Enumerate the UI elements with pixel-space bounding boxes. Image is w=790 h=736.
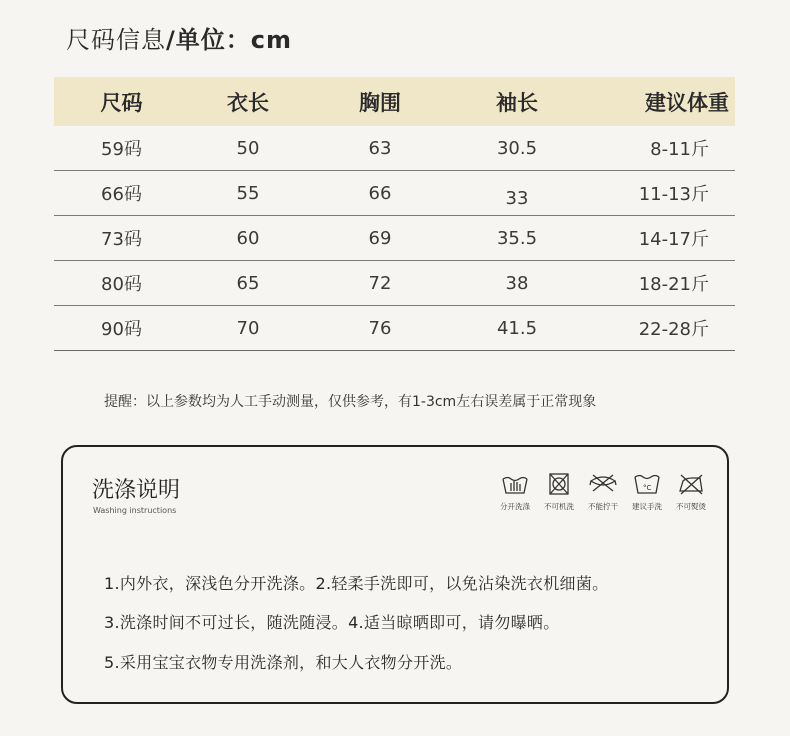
table-row <box>54 216 735 261</box>
cell-size: 66码 <box>101 184 142 205</box>
no-wring-icon <box>588 471 618 497</box>
table-row <box>54 306 735 351</box>
care-icons <box>493 471 713 512</box>
no-machine-wash-icon <box>544 471 574 497</box>
header-length: 衣长 <box>227 90 269 115</box>
care-item <box>537 471 581 512</box>
table-row <box>54 171 735 216</box>
cell-size: 80码 <box>101 274 142 295</box>
page-title <box>66 20 292 55</box>
cell-chest: 76 <box>368 317 392 339</box>
care-item <box>669 471 713 512</box>
hand-wash-separate-icon <box>500 471 530 497</box>
cell-sleeve: 35.5 <box>496 227 538 249</box>
washing-instructions-box <box>61 445 729 704</box>
header-chest: 胸围 <box>359 90 401 115</box>
cell-sleeve: 33 <box>505 187 529 209</box>
cell-weight: 22-28斤 <box>638 319 709 340</box>
instruction-line: 5.采用宝宝衣物专用洗涤剂，和大人衣物分开洗。 <box>104 653 463 672</box>
care-label: 建议手洗 <box>632 502 662 511</box>
cell-size: 73码 <box>101 229 142 250</box>
care-label: 不可机洗 <box>544 502 574 511</box>
cell-chest: 63 <box>368 137 392 159</box>
header-weight: 建议体重 <box>645 90 729 115</box>
cell-length: 70 <box>236 317 260 339</box>
cell-sleeve: 30.5 <box>496 137 538 159</box>
cell-size: 59码 <box>101 139 142 160</box>
cell-size: 90码 <box>101 319 142 340</box>
cell-chest: 66 <box>368 182 392 204</box>
care-label: 不能拧干 <box>588 502 618 511</box>
cell-chest: 72 <box>368 272 392 294</box>
table-row <box>54 261 735 306</box>
care-item <box>625 471 669 512</box>
svg-text:°C: °C <box>643 484 652 492</box>
care-item <box>581 471 625 512</box>
cell-chest: 69 <box>368 227 392 249</box>
cell-weight: 14-17斤 <box>638 229 709 250</box>
cell-length: 50 <box>236 137 260 159</box>
cell-weight: 11-13斤 <box>638 184 709 205</box>
wash-subtitle: Washing instructions <box>93 506 177 515</box>
measurement-note: 提醒：以上参数均为人工手动测量，仅供参考，有1-3cm左右误差属于正常现象 <box>104 394 597 410</box>
table-header <box>54 77 735 126</box>
cell-sleeve: 38 <box>505 272 529 294</box>
cell-weight: 8-11斤 <box>650 139 709 160</box>
cell-length: 60 <box>236 227 260 249</box>
instruction-line: 3.洗涤时间不可过长，随洗随浸。4.适当晾晒即可，请勿曝晒。 <box>104 613 560 632</box>
cell-sleeve: 41.5 <box>496 317 538 339</box>
header-size: 尺码 <box>100 90 143 115</box>
care-label: 分开洗涤 <box>500 502 530 511</box>
wash-title: 洗涤说明 <box>92 478 181 503</box>
size-table <box>54 77 735 351</box>
hand-wash-recommended-icon <box>632 471 662 497</box>
title-main: 尺码信息 <box>66 26 166 54</box>
no-iron-icon <box>676 471 706 497</box>
title-unit: /单位：cm <box>166 26 292 54</box>
cell-length: 65 <box>236 272 260 294</box>
header-sleeve: 袖长 <box>496 90 538 115</box>
cell-weight: 18-21斤 <box>638 274 709 295</box>
table-row <box>54 126 735 171</box>
care-item <box>493 471 537 512</box>
care-label: 不可熨烫 <box>676 502 706 511</box>
instruction-line: 1.内外衣，深浅色分开洗涤。2.轻柔手洗即可，以免沾染洗衣机细菌。 <box>104 574 609 593</box>
cell-length: 55 <box>236 182 260 204</box>
